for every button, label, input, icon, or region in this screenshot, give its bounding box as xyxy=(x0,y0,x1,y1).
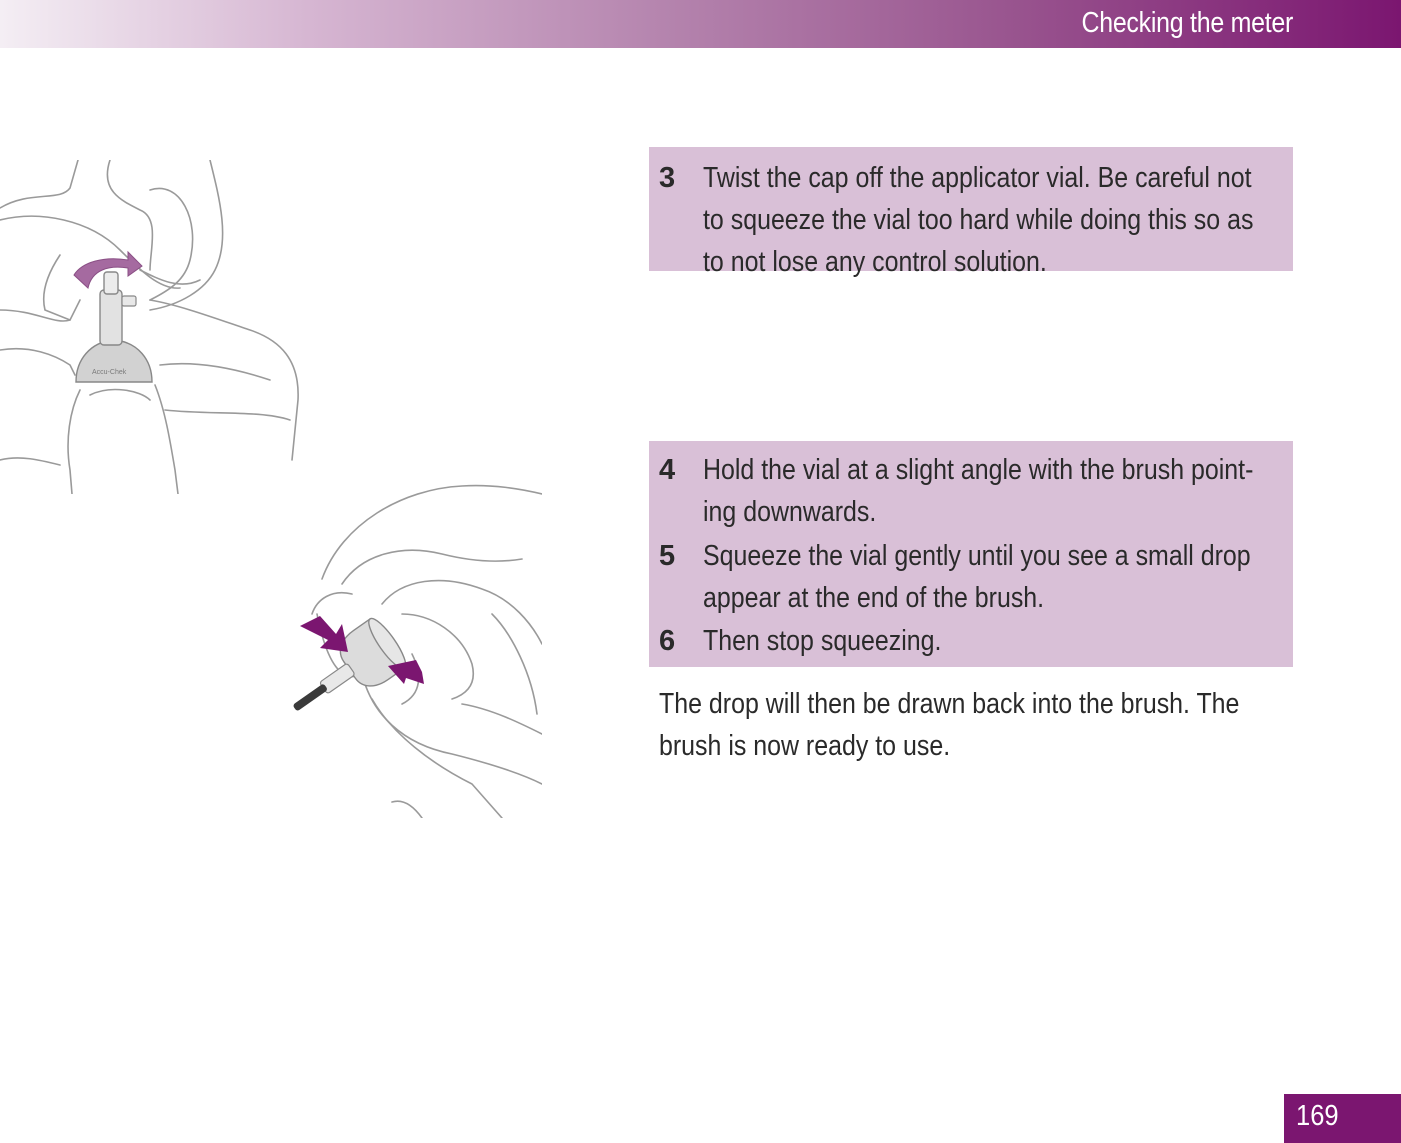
note-paragraph: The drop will then be drawn back into the brush. The brush is now ready to use. xyxy=(659,688,1240,762)
step-box-4-6 xyxy=(649,441,1293,667)
step-text: Squeeze the vial gently until you see a small drop appear at the end of the brush. xyxy=(703,540,1251,614)
vial-brand-label: Accu-Chek xyxy=(92,369,127,376)
page-number-box xyxy=(1284,1094,1401,1143)
twist-cap-illustration xyxy=(0,160,308,494)
step-number: 4 xyxy=(659,454,676,486)
step-number: 5 xyxy=(659,540,676,572)
page-number: 169 xyxy=(1296,1100,1339,1132)
step-number: 6 xyxy=(659,625,676,657)
step-box-3 xyxy=(649,147,1293,278)
step-number: 3 xyxy=(659,162,676,194)
step-text: Then stop squeezing. xyxy=(703,625,942,657)
page-title: Checking the meter xyxy=(1081,7,1293,39)
header-bar xyxy=(0,0,1401,48)
squeeze-vial-illustration xyxy=(292,484,542,818)
step-text: Hold the vial at a slight angle with the brush point- ing downwards. xyxy=(703,454,1254,528)
step-text: Twist the cap off the applicator vial. Be careful not to squeeze the vial too hard while doing this so as to not lose any control solution. xyxy=(703,162,1254,278)
